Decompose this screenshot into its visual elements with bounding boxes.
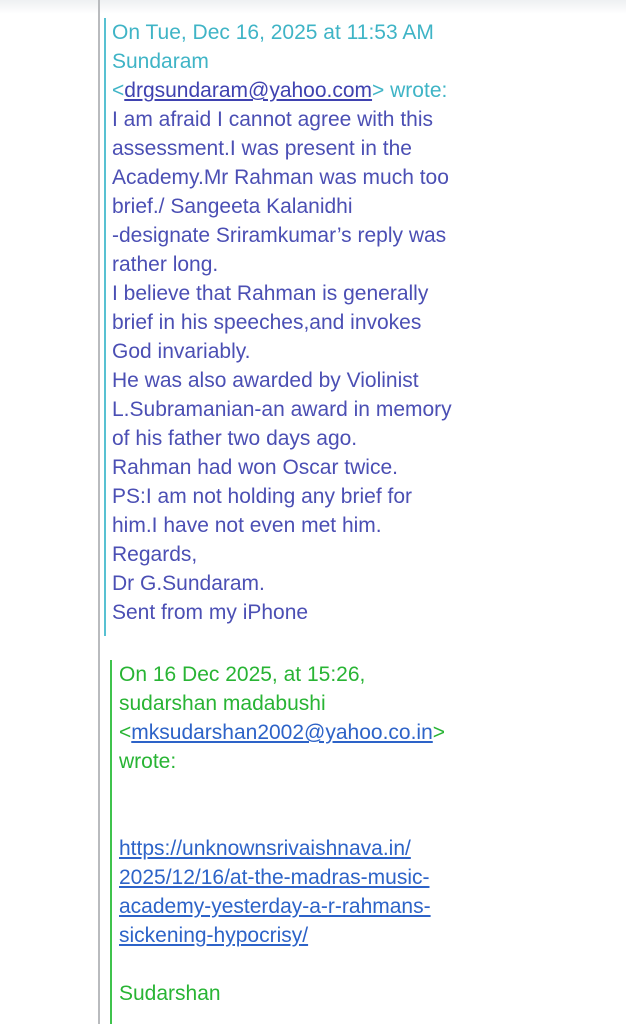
body-line: PS:I am not holding any brief for: [112, 485, 412, 508]
body-line: God invariably.: [112, 340, 251, 363]
quote-header-date: On Tue, Dec 16, 2025 at 11:53 AM: [112, 21, 434, 44]
quote-header-sender: sudarshan madabushi: [119, 692, 326, 715]
quote-header-sender: Sundaram: [112, 50, 209, 73]
link-line-wrapper: [119, 921, 599, 950]
spacer: [119, 805, 599, 834]
quote-header-date: On 16 Dec 2025, at 15:26,: [119, 663, 366, 686]
link-line-wrapper: [119, 834, 599, 863]
body-line: rather long.: [112, 253, 219, 276]
body-line: of his father two days ago.: [112, 427, 358, 450]
body-line: Dr G.Sundaram.: [112, 572, 265, 595]
signature: Sudarshan: [119, 982, 221, 1005]
quote-header: [119, 660, 599, 776]
top-bar: [0, 0, 626, 14]
body-line: Regards,: [112, 543, 198, 566]
quoted-message-sundaram: [104, 18, 612, 636]
email-close-bracket: >: [432, 721, 446, 744]
quote-header: [112, 18, 612, 105]
message-body: [112, 105, 612, 627]
body-line: -designate Sriramkumar’s reply was: [112, 224, 447, 247]
spacer: [119, 776, 599, 805]
body-line: L.Subramanian-an award in memory: [112, 398, 452, 421]
sender-email-link[interactable]: mksudarshan2002@yahoo.co.in: [131, 721, 433, 744]
link-line-wrapper: [119, 863, 599, 892]
sender-email-link[interactable]: drgsundaram@yahoo.com: [124, 79, 373, 102]
body-line: him.I have not even met him.: [112, 514, 382, 537]
body-line: Rahman had won Oscar twice.: [112, 456, 398, 479]
body-line: I am afraid I cannot agree with this: [112, 108, 433, 131]
body-line: assessment.I was present in the: [112, 137, 412, 160]
email-open-bracket: <: [119, 721, 132, 744]
article-link-line[interactable]: https://unknownsrivaishnava.in/: [119, 837, 411, 860]
link-line-wrapper: [119, 892, 599, 921]
quote-header-email-line: [112, 76, 612, 105]
article-link-line[interactable]: sickening-hypocrisy/: [119, 924, 309, 947]
article-link[interactable]: [119, 834, 599, 950]
body-line: Sent from my iPhone: [112, 601, 309, 624]
quoted-message-sudarshan: [110, 660, 599, 1024]
spacer: [119, 950, 599, 979]
quote-rule-outer: [98, 0, 100, 1024]
body-line: brief in his speeches,and invokes: [112, 311, 422, 334]
body-line: brief./ Sangeeta Kalanidhi: [112, 195, 353, 218]
email-open-bracket: <: [112, 79, 125, 102]
article-link-line[interactable]: 2025/12/16/at-the-madras-music-: [119, 866, 430, 889]
quote-header-email-line: [119, 718, 599, 747]
quote-header-wrote: wrote:: [119, 750, 177, 773]
body-line: Academy.Mr Rahman was much too: [112, 166, 449, 189]
body-line: He was also awarded by Violinist: [112, 369, 419, 392]
article-link-line[interactable]: academy-yesterday-a-r-rahmans-: [119, 895, 431, 918]
email-close-wrote: > wrote:: [372, 79, 448, 102]
body-line: I believe that Rahman is generally: [112, 282, 429, 305]
